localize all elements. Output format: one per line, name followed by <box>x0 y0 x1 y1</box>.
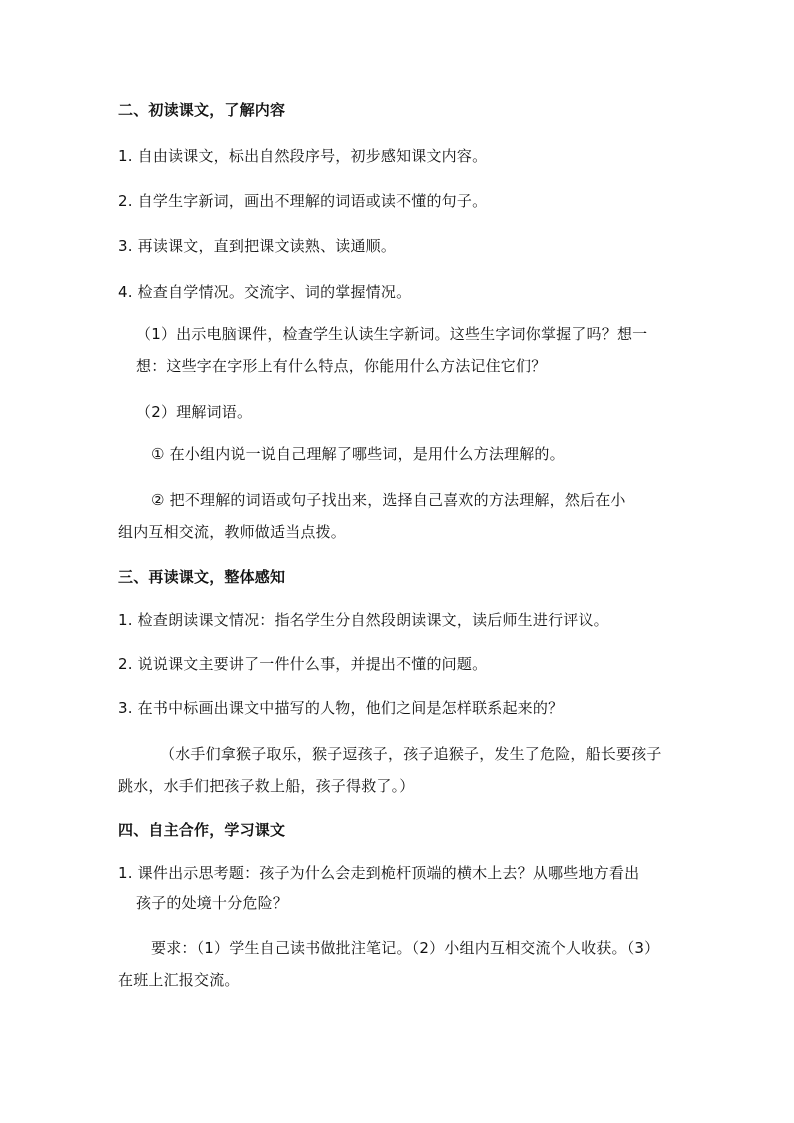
list-item: 1. 检查朗读课文情况：指名学生分自然段朗读课文，读后师生进行评议。 <box>118 611 609 629</box>
list-item: 4. 检查自学情况。交流字、词的掌握情况。 <box>118 283 412 301</box>
list-item: 1. 自由读课文，标出自然段序号，初步感知课文内容。 <box>118 147 488 165</box>
circle-item-2-line-2: 组内互相交流，教师做适当点拨。 <box>118 523 347 541</box>
circle-item-2-line-1: ② 把不理解的词语或句子找出来，选择自己喜欢的方法理解，然后在小 <box>151 491 626 509</box>
section-heading-4: 四、自主合作，学习课文 <box>118 821 286 839</box>
sub-item-1-line-2: 想：这些字在字形上有什么特点，你能用什么方法记住它们？ <box>136 357 547 375</box>
item-1-line-2: 孩子的处境十分危险？ <box>136 894 289 912</box>
section-heading-2: 二、初读课文，了解内容 <box>118 101 286 119</box>
list-item: 2. 说说课文主要讲了一件什么事，并提出不懂的问题。 <box>118 655 488 673</box>
section-heading-3: 三、再读课文，整体感知 <box>118 568 286 586</box>
requirements-line-1: 要求：（1）学生自己读书做批注笔记。（2）小组内互相交流个人收获。（3） <box>151 939 660 957</box>
sub-item-2: （2）理解词语。 <box>136 403 253 421</box>
sub-item-1-line-1: （1）出示电脑课件，检查学生认读生字新词。这些生字词你掌握了吗？想一 <box>136 325 648 343</box>
list-item: 2. 自学生字新词，画出不理解的词语或读不懂的句子。 <box>118 192 488 210</box>
answer-line-2: 跳水，水手们把孩子救上船，孩子得救了。） <box>118 777 415 795</box>
circle-item-1: ① 在小组内说一说自己理解了哪些词，是用什么方法理解的。 <box>151 445 565 463</box>
answer-line-1: （水手们拿猴子取乐，猴子逗孩子，孩子追猴子，发生了危险，船长要孩子 <box>160 745 662 763</box>
requirements-line-2: 在班上汇报交流。 <box>118 971 240 989</box>
list-item: 3. 再读课文，直到把课文读熟、读通顺。 <box>118 237 397 255</box>
item-1-line-1: 1. 课件出示思考题：孩子为什么会走到桅杆顶端的横木上去？从哪些地方看出 <box>118 864 640 882</box>
list-item: 3. 在书中标画出课文中描写的人物，他们之间是怎样联系起来的？ <box>118 699 564 717</box>
